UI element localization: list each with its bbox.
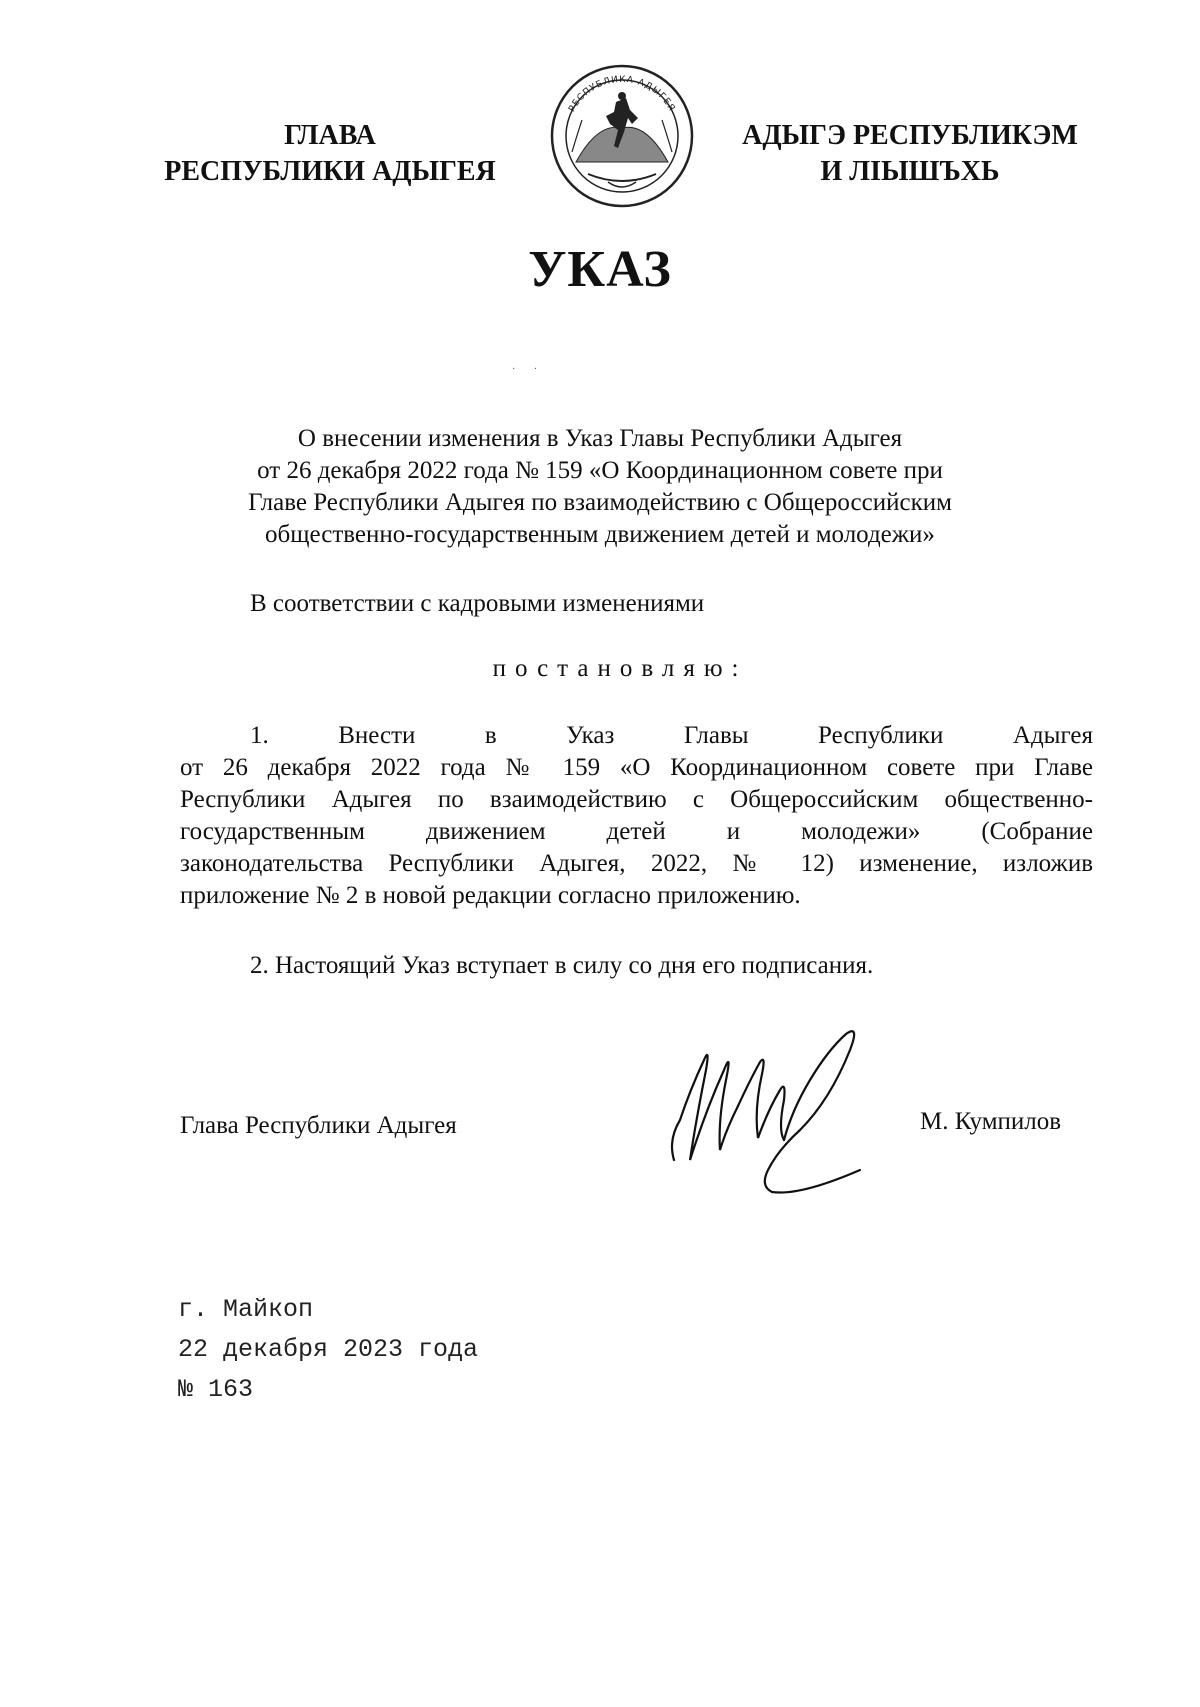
clause-line: законодательства Республики Адыгея, 2022, № 12) изменение, изложив: [180, 850, 1093, 877]
issue-city: г. Майкоп: [178, 1295, 314, 1324]
title-line: от 26 декабря 2022 года № 159 «О Координационном совете при: [257, 457, 943, 484]
clause-1: [180, 720, 1093, 912]
clause-line: от 26 декабря 2022 года № 159 «О Координационном совете при Главе: [180, 754, 1093, 781]
clause-line: 1. Внести в Указ Главы Республики Адыгея: [250, 722, 1093, 749]
handwritten-signature: [660, 1010, 880, 1210]
clause-line: государственным движением детей и молодежи» (Собрание: [180, 818, 1093, 845]
resolve-phrase: постановляю:: [492, 655, 748, 682]
document-type: УКАЗ: [528, 241, 672, 298]
signatory-name: М. Кумпилов: [920, 1108, 1062, 1135]
coat-of-arms-emblem: [548, 62, 696, 210]
clause-line: приложение № 2 в новой редакции согласно приложению.: [180, 882, 801, 909]
emblem-text: РЕСПУБЛИКА АДЫГЕЯ: [567, 74, 677, 114]
issuer-line-2: РЕСПУБЛИКИ АДЫГЕЯ: [164, 156, 496, 187]
issuer-line-2: И ЛІЫШЪХЬ: [820, 156, 1000, 187]
clause-line: Республики Адыгея по взаимодействию с Общероссийским общественно-: [180, 786, 1093, 813]
issuer-block-adyghe: [730, 118, 1090, 190]
title-line: О внесении изменения в Указ Главы Республики Адыгея: [297, 425, 903, 452]
clause-2: 2. Настоящий Указ вступает в силу со дня его подписания.: [250, 952, 874, 979]
document-number: № 163: [178, 1375, 254, 1404]
legal-basis: В соответствии с кадровыми изменениями: [250, 590, 705, 617]
issuer-line-1: ГЛАВА: [284, 120, 376, 151]
issuer-block-russian: [150, 118, 510, 190]
title-line: общественно-государственным движением детей и молодежи»: [265, 521, 935, 548]
title-line: Главе Республики Адыгея по взаимодействию с Общероссийским: [248, 489, 952, 516]
issuer-line-1: АДЫГЭ РЕСПУБЛИКЭМ: [742, 120, 1078, 151]
issue-date: 22 декабря 2023 года: [178, 1335, 479, 1364]
decorative-dots: · ·: [512, 364, 546, 375]
document-title: [200, 423, 1000, 551]
document-footer: [178, 1290, 478, 1410]
signatory-position: Глава Республики Адыгея: [180, 1112, 457, 1139]
